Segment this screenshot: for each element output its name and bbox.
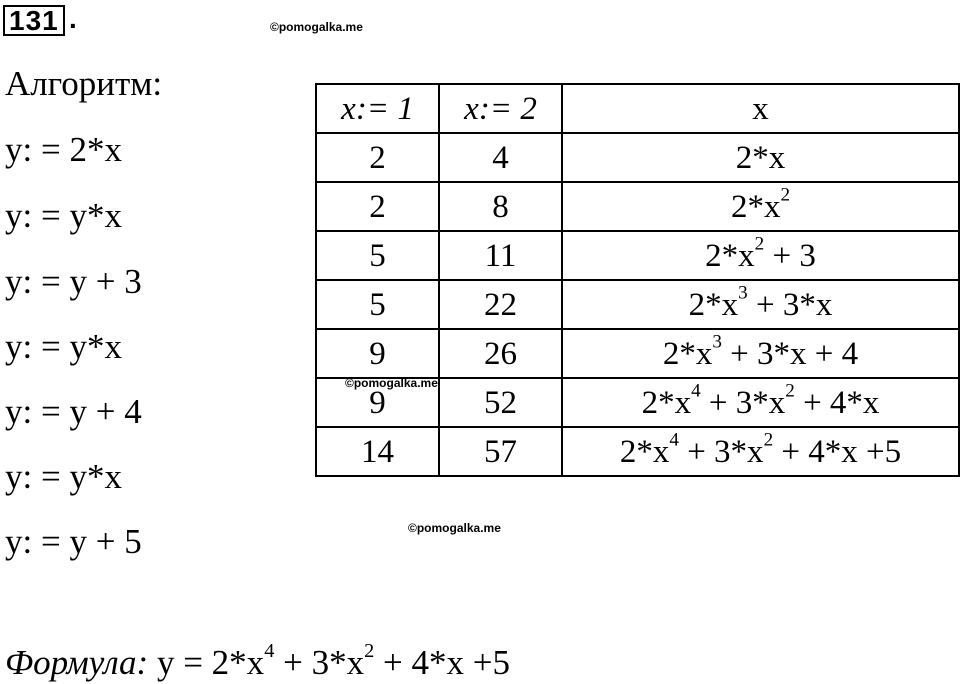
table-row — [316, 280, 959, 329]
cell-expression — [562, 280, 959, 329]
watermark: ©pomogalka.me — [270, 20, 363, 34]
cell-x-2: 57 — [439, 427, 562, 476]
expression-text: + 3*x — [678, 433, 764, 470]
cell-x-1: 5 — [316, 231, 439, 280]
cell-x-2: 52 — [439, 378, 562, 427]
header-x-equals-1: x:= 1 — [316, 84, 439, 133]
algorithm-title: Алгоритм: — [5, 64, 163, 103]
table-row — [316, 133, 959, 182]
watermark: ©pomogalka.me — [408, 521, 501, 535]
cell-expression — [562, 329, 959, 378]
expression-text: + 3*x — [274, 643, 365, 682]
cell-expression — [562, 427, 959, 476]
exponent: 4 — [264, 639, 275, 662]
expression-text: 2*x — [688, 286, 739, 323]
expression-text: 2*x — [619, 433, 670, 470]
cell-expression — [562, 231, 959, 280]
problem-number-dot: . — [69, 3, 77, 34]
exponent: 4 — [691, 380, 701, 402]
expression-text: + 4*x — [794, 384, 880, 421]
cell-expression — [562, 378, 959, 427]
cell-x-1: 9 — [316, 329, 439, 378]
cell-x-1: 9 — [316, 378, 439, 427]
expression-text: + 4*x +5 — [374, 643, 510, 682]
expression-text: 2*x — [730, 188, 781, 225]
exponent: 3 — [738, 282, 748, 304]
exponent: 4 — [669, 429, 679, 451]
expression-text: y = 2*x — [148, 643, 265, 682]
expression-text: + 4*x +5 — [773, 433, 902, 470]
formula-label: Формула: — [5, 643, 149, 682]
cell-x-1: 2 — [316, 133, 439, 182]
cell-x-1: 14 — [316, 427, 439, 476]
table-row — [316, 182, 959, 231]
table-header-row — [316, 84, 959, 133]
expression-text: + 3*x — [700, 384, 786, 421]
algorithm-step: y: = y + 3 — [5, 262, 142, 301]
expression-text: 2*x — [641, 384, 692, 421]
expression-text: 2*x — [705, 237, 755, 274]
exponent: 2 — [754, 233, 765, 255]
exponent: 2 — [780, 184, 791, 206]
algorithm-step: y: = y*x — [5, 327, 122, 366]
cell-x-2: 11 — [439, 231, 562, 280]
cell-x-2: 4 — [439, 133, 562, 182]
watermark: ©pomogalka.me — [345, 376, 438, 390]
problem-number: 131 — [3, 5, 65, 36]
exponent: 3 — [712, 331, 722, 353]
cell-x-1: 5 — [316, 280, 439, 329]
expression-text: 2*x — [735, 139, 786, 176]
formula-expression — [148, 639, 510, 682]
cell-expression — [562, 133, 959, 182]
formula — [5, 639, 510, 684]
cell-x-2: 22 — [439, 280, 562, 329]
cell-x-2: 26 — [439, 329, 562, 378]
header-x-equals-2: x:= 2 — [439, 84, 562, 133]
expression-text: + 3 — [764, 237, 816, 274]
expression-text: 2*x — [662, 335, 713, 372]
table-row — [316, 231, 959, 280]
table-body — [316, 133, 959, 476]
table-row — [316, 427, 959, 476]
algorithm-step: y: = 2*x — [5, 130, 122, 169]
cell-x-1: 2 — [316, 182, 439, 231]
cell-x-2: 8 — [439, 182, 562, 231]
algorithm-step: y: = y*x — [5, 457, 122, 496]
exponent: 2 — [364, 639, 375, 662]
algorithm-step: y: = y*x — [5, 196, 122, 235]
expression-text: + 3*x — [747, 286, 833, 323]
algorithm-step: y: = y + 5 — [5, 522, 142, 561]
algorithm-step: y: = y + 4 — [5, 392, 142, 431]
exponent: 2 — [763, 429, 774, 451]
table-row — [316, 378, 959, 427]
trace-table — [315, 83, 960, 477]
cell-expression — [562, 182, 959, 231]
table-row — [316, 329, 959, 378]
expression-text: + 3*x + 4 — [721, 335, 859, 372]
header-x: x — [562, 84, 959, 133]
exponent: 2 — [785, 380, 795, 402]
